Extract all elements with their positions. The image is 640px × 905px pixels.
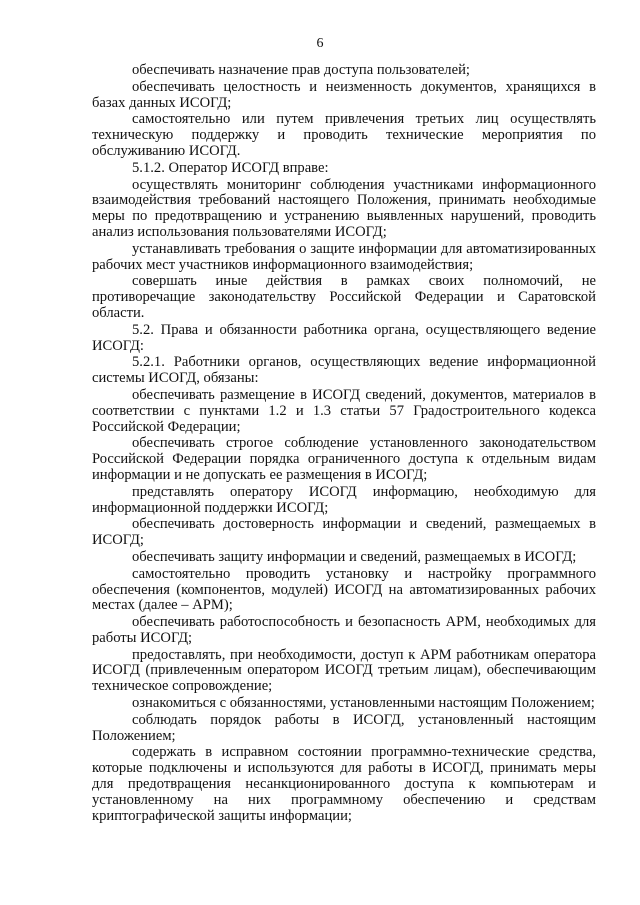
paragraph: обеспечивать работоспособность и безопасность АРМ, необходимых для работы ИСОГД;: [92, 614, 596, 646]
page-number: 6: [316, 36, 324, 51]
paragraph: самостоятельно проводить установку и настройку программного обеспечения (компонентов, модулей) ИСОГД на автоматизированных рабочих местах (далее – АРМ);: [92, 565, 596, 614]
paragraph: самостоятельно или путем привлечения третьих лиц осуществлять техническую поддержку и проводить технические мероприятия по обслуживанию ИСОГД.: [92, 111, 596, 159]
paragraph: соблюдать порядок работы в ИСОГД, установленный настоящим Положением;: [92, 711, 596, 744]
paragraph: предоставлять, при необходимости, доступ к АРМ работникам оператора ИСОГД (привлеченным оператором ИСОГД третьим лицам), обеспечивающим техническое сопровождение;: [92, 646, 596, 695]
paragraph: представлять оператору ИСОГД информацию, необходимую для информационной поддержки ИСОГД;: [92, 483, 596, 516]
paragraph: обеспечивать защиту информации и сведений, размещаемых в ИСОГД;: [132, 548, 577, 565]
paragraph: 5.2.1. Работники органов, осуществляющих ведение информационной системы ИСОГД, обязаны:: [92, 354, 596, 387]
paragraph: 5.1.2. Оператор ИСОГД вправе:: [132, 159, 329, 176]
paragraph: осуществлять мониторинг соблюдения участниками информационного взаимодействия требований настоящего Положения, принимать необходимые меры по предотвращению и устранению выявленных нарушений, проводить анализ использования пользователями ИСОГД;: [92, 176, 596, 240]
paragraph: обеспечивать целостность и неизменность документов, хранящихся в базах данных ИСОГД;: [92, 78, 596, 111]
paragraph: обеспечивать строгое соблюдение установленного законодательством Российской Федерации порядка ограниченного доступа к отдельным видам информации и не допускать ее размещения в ИСОГД;: [92, 435, 596, 483]
paragraph: совершать иные действия в рамках своих полномочий, не противоречащие законодательству Российской Федерации и Саратовской области.: [92, 273, 596, 321]
paragraph: 5.2. Права и обязанности работника органа, осуществляющего ведение ИСОГД:: [92, 321, 596, 354]
paragraph: обеспечивать размещение в ИСОГД сведений, документов, материалов в соответствии с пунктами 1.2 и 1.3 статьи 57 Градостроительного кодекса Российской Федерации;: [92, 386, 596, 435]
paragraph: устанавливать требования о защите информации для автоматизированных рабочих мест участников информационного взаимодействия;: [92, 240, 596, 273]
paragraph: содержать в исправном состоянии программно-технические средства, которые подключены и используются для работы в ИСОГД, принимать меры для предотвращения несанкционированного доступа к компьютерам и установленному на них программному обеспечению и средствам криптографической защиты информации;: [92, 744, 596, 824]
document-body: [92, 63, 596, 825]
paragraph: ознакомиться с обязанностями, установленными настоящим Положением;: [132, 695, 595, 712]
paragraph: обеспечивать достоверность информации и сведений, размещаемых в ИСОГД;: [92, 516, 596, 549]
paragraph: обеспечивать назначение прав доступа пользователей;: [132, 62, 470, 78]
